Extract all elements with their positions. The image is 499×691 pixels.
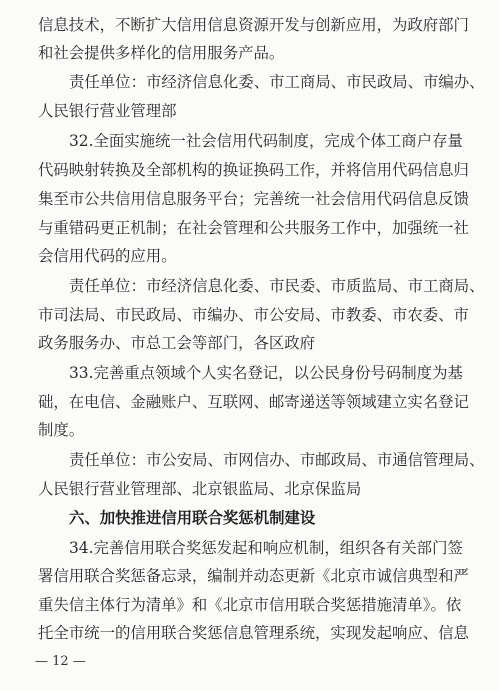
item-34-line: 34.完善信用联合奖惩发起和响应机制，组织各有关部门签 <box>69 539 463 557</box>
body-line: 集至市公共信用信息服务平台；完善统一社会信用代码信息反馈 <box>38 190 469 208</box>
body-line: 市司法局、市民政局、市编办、市公安局、市教委、市农委、市 <box>38 306 469 324</box>
body-line: 础，在电信、金融账户、互联网、邮寄递送等领域建立实名登记 <box>38 393 469 411</box>
body-line: 代码映射转换及全部机构的换证换码工作，并将信用代码信息归 <box>38 161 469 179</box>
section-heading: 六、加快推进信用联合奖惩机制建设 <box>69 509 316 527</box>
body-line: 署信用联合奖惩备忘录，编制并动态更新《北京市诚信典型和严 <box>38 567 469 585</box>
body-line: 与重错码更正机制；在社会管理和公共服务工作中，加强统一社 <box>38 219 469 237</box>
body-line: 重失信主体行为清单》和《北京市信用联合奖惩措施清单》。依 <box>38 596 462 614</box>
item-32-line: 32.全面实施统一社会信用代码制度，完成个体工商户存量 <box>69 132 463 150</box>
body-line: 政务服务办、市总工会等部门，各区政府 <box>38 334 316 352</box>
body-line: 信息技术，不断扩大信用信息资源开发与创新应用，为政府部门 <box>38 16 469 34</box>
body-line: 制度。 <box>38 421 85 439</box>
body-line: 人民银行营业管理部、北京银监局、北京保监局 <box>38 480 362 498</box>
body-line: 会信用代码的应用。 <box>38 247 177 265</box>
page-number: — 12 — <box>35 654 86 669</box>
responsible-units-line: 责任单位：市经济信息化委、市民委、市质监局、市工商局、 <box>69 277 485 295</box>
item-33-line: 33.完善重点领域个人实名登记，以公民身份号码制度为基 <box>69 364 463 382</box>
responsible-units-line: 责任单位：市公安局、市网信办、市邮政局、市通信管理局、 <box>69 451 485 469</box>
body-line: 人民银行营业管理部 <box>38 102 177 120</box>
body-line: 和社会提供多样化的信用服务产品。 <box>38 44 285 62</box>
body-line: 托全市统一的信用联合奖惩信息管理系统，实现发起响应、信息 <box>38 624 469 642</box>
responsible-units-line: 责任单位：市经济信息化委、市工商局、市民政局、市编办、 <box>69 73 485 91</box>
